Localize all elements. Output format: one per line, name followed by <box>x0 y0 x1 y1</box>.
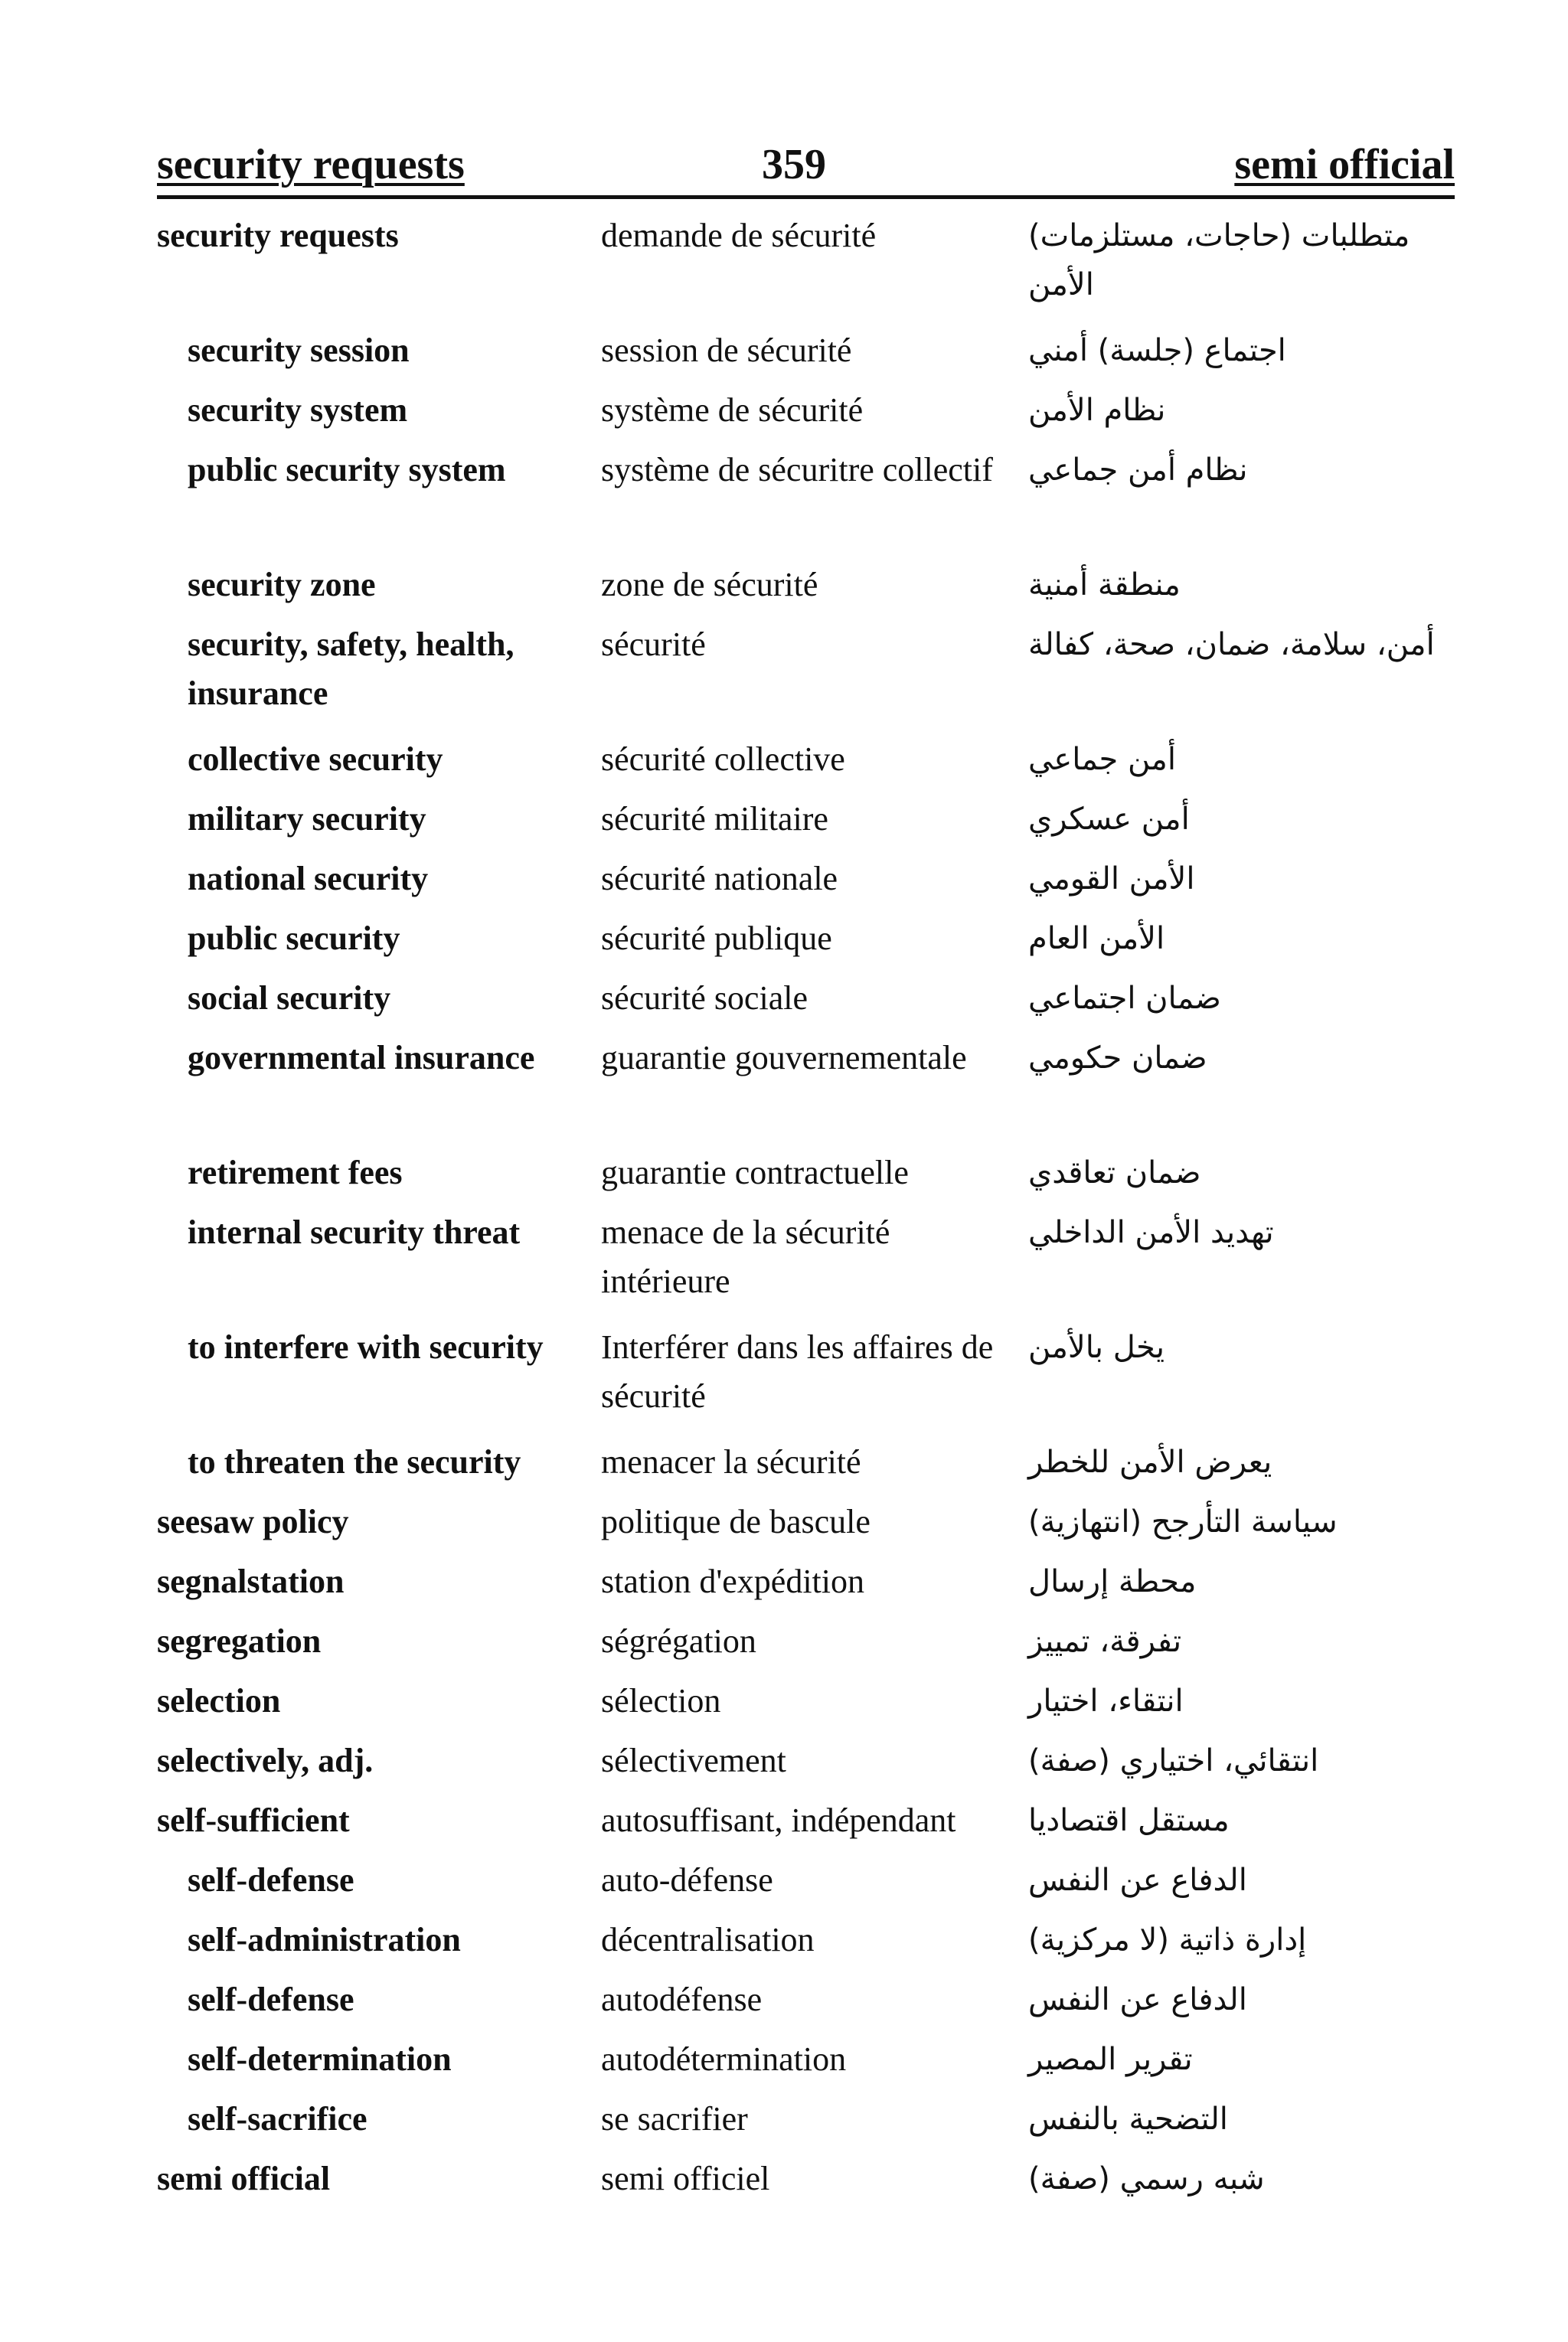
entry-english-term: public security <box>188 919 400 957</box>
dictionary-entry <box>0 446 1568 550</box>
entry-french-translation: menace de la sécurité intérieure <box>601 1213 890 1300</box>
dictionary-entry <box>0 560 1568 609</box>
dictionary-entry <box>0 1796 1568 1845</box>
entry-arabic-translation: ضمان حكومي <box>1028 1040 1207 1076</box>
entry-french-translation: sécurité nationale <box>601 860 838 897</box>
dictionary-entry <box>0 974 1568 1023</box>
entry-arabic-translation: الدفاع عن النفس <box>1028 1863 1247 1898</box>
entry-french-translation: politique de bascule <box>601 1503 871 1540</box>
page-number: 359 <box>762 141 826 188</box>
entry-french-translation: système de sécuritre collectif <box>601 451 993 488</box>
dictionary-entry <box>0 326 1568 375</box>
entry-arabic-translation: أمن، سلامة، ضمان، صحة، كفالة <box>1028 627 1435 662</box>
entry-french-translation: sécurité publique <box>601 919 832 957</box>
entry-english-term: self-defense <box>188 1861 354 1899</box>
entry-arabic-translation: انتقاء، اختيار <box>1028 1684 1184 1719</box>
entry-french-translation: sécurité collective <box>601 740 845 778</box>
entry-arabic-translation: أمن جماعي <box>1028 742 1176 777</box>
header-right-guideword: semi official <box>1234 141 1455 188</box>
entry-english-term: security, safety, health, insurance <box>188 626 514 712</box>
entry-arabic-translation: الأمن العام <box>1028 921 1165 956</box>
entry-english-term: security requests <box>157 217 399 254</box>
entry-arabic-translation: ضمان تعاقدي <box>1028 1155 1201 1191</box>
entry-arabic-translation: مستقل اقتصاديا <box>1028 1803 1230 1838</box>
entry-arabic-translation: نظام الأمن <box>1028 393 1166 428</box>
dictionary-entry <box>0 1856 1568 1905</box>
entry-english-term: self-defense <box>188 1981 354 2018</box>
entry-french-translation: sécurité sociale <box>601 979 808 1017</box>
entry-arabic-translation: شبه رسمي (صفة) <box>1028 2161 1265 2197</box>
entry-arabic-translation: سياسة التأرجح (انتهازية) <box>1028 1504 1338 1540</box>
dictionary-entry <box>0 1208 1568 1312</box>
dictionary-entry <box>0 854 1568 903</box>
entry-english-term: segregation <box>157 1622 322 1660</box>
page-header <box>157 138 1455 199</box>
entry-english-term: security zone <box>188 566 376 603</box>
entry-arabic-translation: يخل بالأمن <box>1028 1330 1165 1365</box>
entry-french-translation: demande de sécurité <box>601 217 877 254</box>
entry-arabic-translation: أمن عسكري <box>1028 802 1190 837</box>
entry-arabic-translation: الأمن القومي <box>1028 861 1195 897</box>
entry-arabic-translation: منطقة أمنية <box>1028 567 1181 603</box>
entry-french-translation: semi officiel <box>601 2160 770 2197</box>
entry-english-term: self-determination <box>188 2040 452 2078</box>
entry-arabic-translation: اجتماع (جلسة) أمني <box>1028 333 1286 368</box>
entry-french-translation: se sacrifier <box>601 2100 748 2138</box>
entry-english-term: segnalstation <box>157 1563 345 1600</box>
entry-french-translation: autodéfense <box>601 1981 763 2018</box>
dictionary-entry <box>0 620 1568 724</box>
entry-french-translation: session de sécurité <box>601 332 852 369</box>
entry-arabic-translation: يعرض الأمن للخطر <box>1028 1445 1272 1480</box>
entry-arabic-translation: محطة إرسال <box>1028 1564 1197 1599</box>
entry-french-translation: Interférer dans les affaires de sécurité <box>601 1328 994 1415</box>
entry-english-term: to threaten the security <box>188 1443 521 1481</box>
entry-english-term: national security <box>188 860 429 897</box>
entry-french-translation: station d'expédition <box>601 1563 864 1600</box>
entry-english-term: security session <box>188 332 410 369</box>
entry-english-term: to interfere with security <box>188 1328 544 1366</box>
entry-arabic-translation: إدارة ذاتية (لا مركزية) <box>1028 1922 1307 1958</box>
dictionary-entry <box>0 211 1568 315</box>
entry-english-term: governmental insurance <box>188 1039 535 1076</box>
dictionary-entry <box>0 1617 1568 1666</box>
entry-english-term: social security <box>188 979 391 1017</box>
entry-english-term: self-administration <box>188 1921 461 1958</box>
entry-french-translation: sélectivement <box>601 1742 786 1779</box>
entry-english-term: self-sufficient <box>157 1801 350 1839</box>
entry-french-translation: ségrégation <box>601 1622 756 1660</box>
dictionary-entry <box>0 735 1568 784</box>
entry-arabic-translation: تهديد الأمن الداخلي <box>1028 1215 1274 1250</box>
entry-english-term: selection <box>157 1682 281 1720</box>
entry-french-translation: autosuffisant, indépendant <box>601 1801 956 1839</box>
entry-arabic-translation: نظام أمن جماعي <box>1028 452 1248 488</box>
entry-french-translation: zone de sécurité <box>601 566 818 603</box>
dictionary-entry <box>0 1148 1568 1197</box>
entry-arabic-translation: تقرير المصير <box>1028 2042 1193 2077</box>
entry-english-term: self-sacrifice <box>188 2100 368 2138</box>
header-left-guideword: security requests <box>157 141 465 188</box>
dictionary-entry <box>0 795 1568 844</box>
dictionary-entry <box>0 1438 1568 1487</box>
dictionary-entry <box>0 1916 1568 1965</box>
entry-french-translation: guarantie gouvernementale <box>601 1039 967 1076</box>
entry-arabic-translation: انتقائي، اختياري (صفة) <box>1028 1743 1319 1779</box>
entry-english-term: internal security threat <box>188 1213 521 1251</box>
entry-arabic-translation: التضحية بالنفس <box>1028 2102 1228 2137</box>
dictionary-entry <box>0 914 1568 963</box>
entry-english-term: retirement fees <box>188 1154 403 1191</box>
dictionary-entry <box>0 1677 1568 1726</box>
dictionary-entry <box>0 1975 1568 2024</box>
entry-french-translation: autodétermination <box>601 2040 847 2078</box>
dictionary-entry <box>0 1736 1568 1785</box>
dictionary-entry <box>0 2095 1568 2144</box>
entry-english-term: selectively, adj. <box>157 1742 374 1779</box>
entry-list <box>0 211 1568 2214</box>
entry-english-term: seesaw policy <box>157 1503 349 1540</box>
entry-french-translation: sélection <box>601 1682 721 1720</box>
entry-french-translation: sécurité <box>601 626 706 663</box>
entry-english-term: collective security <box>188 740 443 778</box>
entry-french-translation: guarantie contractuelle <box>601 1154 909 1191</box>
dictionary-entry <box>0 2154 1568 2203</box>
entry-french-translation: système de sécurité <box>601 391 864 429</box>
entry-english-term: semi official <box>157 2160 331 2197</box>
entry-english-term: public security system <box>188 451 506 488</box>
entry-arabic-translation: ضمان اجتماعي <box>1028 981 1221 1016</box>
entry-french-translation: auto-défense <box>601 1861 773 1899</box>
dictionary-entry <box>0 1557 1568 1606</box>
dictionary-entry <box>0 1034 1568 1138</box>
entry-arabic-translation: متطلبات (حاجات، مستلزمات) الأمن <box>1028 218 1410 302</box>
entry-french-translation: sécurité militaire <box>601 800 828 838</box>
dictionary-entry <box>0 386 1568 435</box>
entry-english-term: security system <box>188 391 408 429</box>
dictionary-entry <box>0 2035 1568 2084</box>
dictionary-entry <box>0 1498 1568 1547</box>
entry-arabic-translation: تفرقة، تمييز <box>1028 1624 1182 1659</box>
dictionary-entry <box>0 1323 1568 1427</box>
entry-french-translation: menacer la sécurité <box>601 1443 861 1481</box>
entry-french-translation: décentralisation <box>601 1921 815 1958</box>
entry-arabic-translation: الدفاع عن النفس <box>1028 1982 1247 2017</box>
entry-english-term: military security <box>188 800 426 838</box>
